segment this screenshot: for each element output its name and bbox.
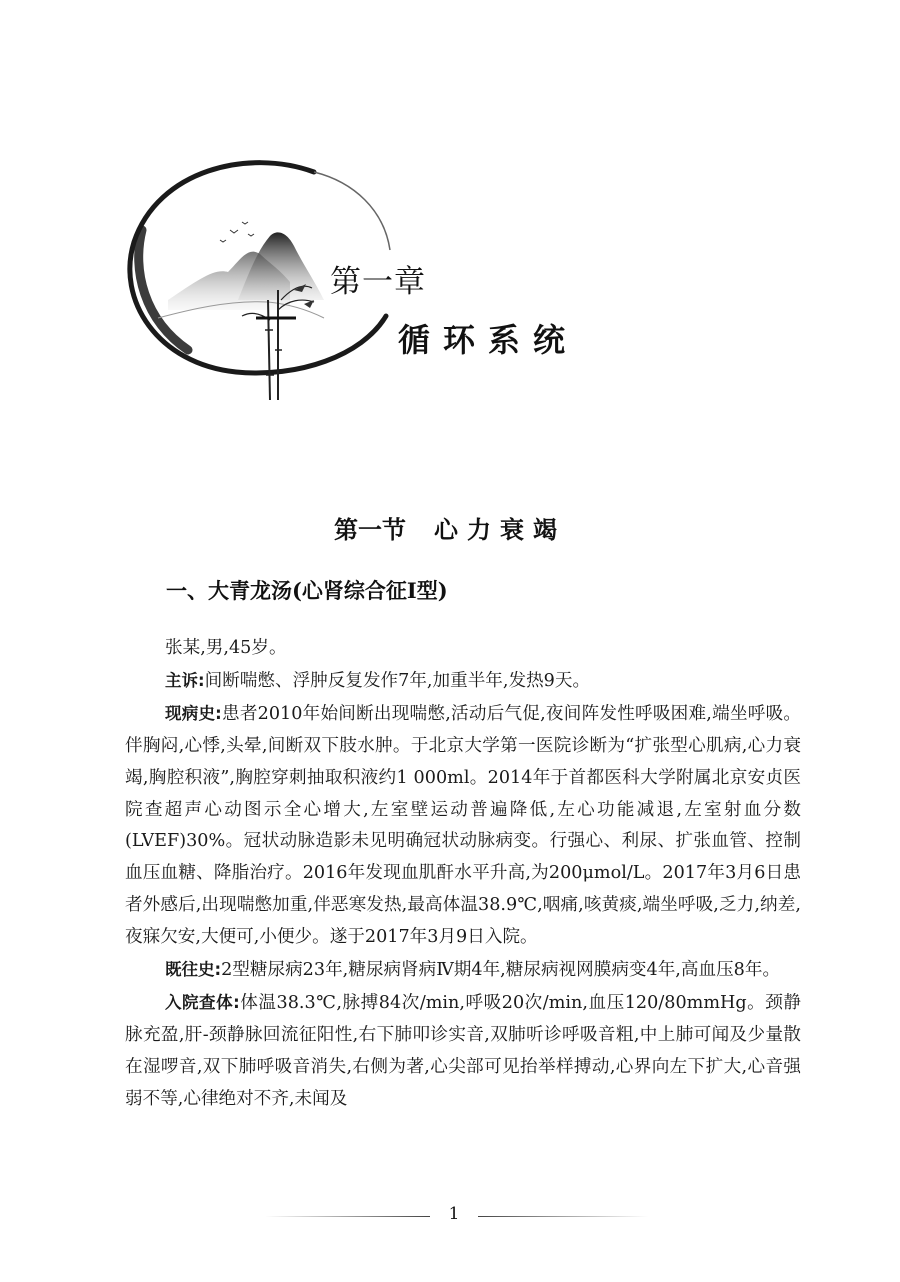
section-label: 第一节 — [334, 516, 406, 544]
admission-exam-text: 体温38.3℃,脉搏84次/min,呼吸20次/min,血压120/80mmHg。颈静脉充盈,肝-颈静脉回流征阳性,右下肺叩诊实音,双肺听诊呼吸音粗,中上肺可闻及少量散在湿啰音,双下肺呼吸音消失,右侧为著,心尖部可见抬举样搏动,心界向左下扩大,心音强弱不等,心律绝对不齐,未闻及 — [125, 992, 801, 1109]
page-number: 1 — [448, 1204, 460, 1224]
admission-exam-paragraph — [125, 987, 801, 1116]
footer-rule-left — [265, 1216, 430, 1217]
footer-rule-right — [478, 1216, 648, 1217]
subsection-title: 一、大青龙汤(心肾综合征Ⅰ型) — [166, 578, 448, 603]
present-illness-text: 患者2010年始间断出现喘憋,活动后气促,夜间阵发性呼吸困难,端坐呼吸。伴胸闷,心悸,头晕,间断双下肢水肿。于北京大学第一医院诊断为“扩张型心肌病,心力衰竭,胸腔积液”,胸腔穿刺抽取积液约1 000ml。2014年于首都医科大学附属北京安贞医院查超声心动图示全心增大,左室壁运动普遍降低,左心功能减退,左室射血分数(LVEF)30%。冠状动脉造影未见明确冠状动脉病变。行强心、利尿、扩张血管、控制血压血糖、降脂治疗。2016年发现血肌酐水平升高,为200μmol/L。2017年3月6日患者外感后,出现喘憋加重,伴恶寒发热,最高体温38.9℃,咽痛,咳黄痰,端坐呼吸,乏力,纳差,夜寐欠安,大便可,小便少。遂于2017年3月9日入院。 — [125, 703, 801, 948]
section-title — [0, 510, 900, 545]
past-history-paragraph — [125, 954, 801, 987]
page-footer — [0, 1204, 900, 1228]
patient-line: 张某,男,45岁。 — [165, 638, 287, 658]
chapter-number: 第一章 — [330, 264, 426, 300]
flying-birds — [220, 222, 254, 242]
present-illness-paragraph — [125, 698, 801, 954]
mountain-landscape — [158, 232, 324, 318]
present-illness-label: 现病史: — [165, 703, 222, 723]
past-history-label: 既往史: — [165, 960, 222, 980]
chief-complaint-paragraph — [125, 665, 801, 698]
section-name: 心力衰竭 — [434, 516, 566, 544]
case-body — [125, 633, 801, 1116]
chief-complaint-label: 主诉: — [165, 670, 205, 690]
admission-exam-label: 入院查体: — [165, 992, 240, 1012]
chief-complaint-text: 间断喘憋、浮肿反复发作7年,加重半年,发热9天。 — [204, 670, 591, 691]
chapter-title: 循环系统 — [398, 321, 579, 359]
past-history-text: 2型糖尿病23年,糖尿病肾病Ⅳ期4年,糖尿病视网膜病变4年,高血压8年。 — [221, 960, 781, 981]
